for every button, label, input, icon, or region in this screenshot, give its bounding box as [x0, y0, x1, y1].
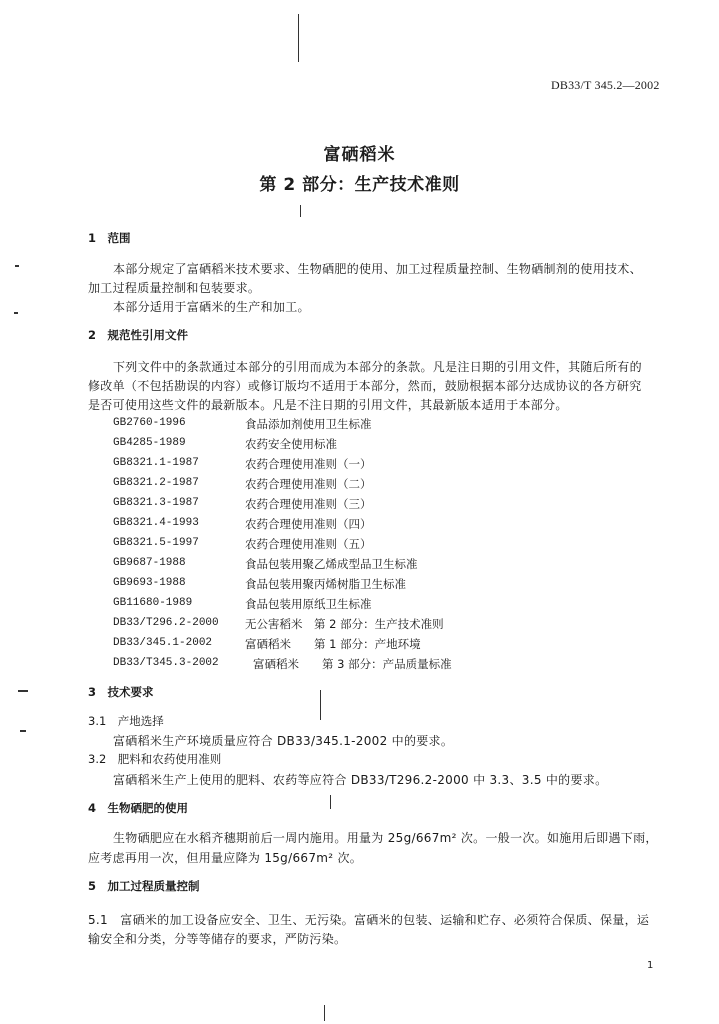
paragraph-line: 下列文件中的条款通过本部分的引用而成为本部分的条款。凡是注日期的引用文件，其随后所有的: [113, 360, 642, 374]
reference-title: 食品添加剂使用卫生标准: [245, 417, 372, 431]
paragraph-line: 本部分适用于富硒米的生产和加工。: [113, 300, 310, 314]
reference-code: GB9687-1988: [113, 557, 186, 569]
scan-mark: [330, 795, 331, 809]
section-heading: 3 技术要求: [88, 685, 154, 699]
reference-code: GB8321.3-1987: [113, 497, 199, 509]
reference-code: GB4285-1989: [113, 437, 186, 449]
scan-mark: [324, 1005, 325, 1021]
document-title: 富硒稻米: [323, 145, 396, 165]
reference-title: 农药合理使用准则（一）: [245, 457, 372, 471]
section-heading: 2 规范性引用文件: [88, 328, 189, 342]
reference-title: 富硒稻米 第 3 部分：产品质量标准: [253, 657, 452, 671]
subsection-heading: 3.2 肥料和农药使用准则: [88, 752, 222, 766]
scan-mark: [298, 14, 299, 62]
scan-mark: [14, 312, 18, 314]
reference-code: GB8321.2-1987: [113, 477, 199, 489]
section-heading: 4 生物硒肥的使用: [88, 801, 189, 815]
reference-title: 农药安全使用标准: [245, 437, 337, 451]
paragraph-line: 富硒稻米生产环境质量应符合 DB33/345.1-2002 中的要求。: [113, 734, 454, 748]
scan-mark: [18, 690, 28, 692]
reference-title: 农药合理使用准则（三）: [245, 497, 372, 511]
reference-title: 农药合理使用准则（四）: [245, 517, 372, 531]
reference-title: 无公害稻米 第 2 部分：生产技术准则: [245, 617, 444, 631]
section-heading: 1 范围: [88, 231, 131, 245]
scan-mark: [15, 265, 19, 267]
reference-code: DB33/345.1-2002: [113, 637, 213, 649]
scan-mark: [20, 730, 26, 732]
reference-code: DB33/T345.3-2002: [113, 657, 219, 669]
reference-code: GB8321.1-1987: [113, 457, 199, 469]
reference-title: 农药合理使用准则（五）: [245, 537, 372, 551]
reference-code: GB9693-1988: [113, 577, 186, 589]
reference-title: 食品包装用聚乙烯成型品卫生标准: [245, 557, 418, 571]
reference-title: 食品包装用原纸卫生标准: [245, 597, 372, 611]
document-subtitle: 第 2 部分：生产技术准则: [259, 175, 460, 195]
paragraph-line: 5.1 富硒米的加工设备应安全、卫生、无污染。富硒米的包装、运输和贮存、必须符合保质、保量，运: [88, 913, 650, 927]
reference-code: GB8321.4-1993: [113, 517, 199, 529]
section-heading: 5 加工过程质量控制: [88, 879, 200, 893]
scan-mark: [300, 205, 301, 217]
reference-code: GB8321.5-1997: [113, 537, 199, 549]
paragraph-line: 生物硒肥应在水稻齐穗期前后一周内施用。用量为 25g/667m² 次。一般一次。如施用后即遇下雨，: [113, 831, 658, 845]
paragraph-line: 修改单（不包括勘误的内容）或修订版均不适用于本部分，然而，鼓励根据本部分达成协议的各方研究: [88, 379, 642, 393]
paragraph-line: 是否可使用这些文件的最新版本。凡是不注日期的引用文件，其最新版本适用于本部分。: [88, 398, 568, 412]
scan-mark: [320, 690, 321, 720]
paragraph-line: 加工过程质量控制和包装要求。: [88, 281, 261, 295]
reference-code: GB2760-1996: [113, 417, 186, 429]
reference-title: 农药合理使用准则（二）: [245, 477, 372, 491]
paragraph-line: 应考虑再用一次，但用量应降为 15g/667m² 次。: [88, 851, 363, 865]
subsection-heading: 3.1 产地选择: [88, 714, 164, 728]
reference-code: DB33/T296.2-2000: [113, 617, 219, 629]
reference-title: 食品包装用聚丙烯树脂卫生标准: [245, 577, 406, 591]
reference-code: GB11680-1989: [113, 597, 193, 609]
paragraph-line: 本部分规定了富硒稻米技术要求、生物硒肥的使用、加工过程质量控制、生物硒制剂的使用技术、: [113, 262, 642, 276]
page-number: 1: [647, 960, 654, 971]
document-number: DB33/T 345.2—2002: [551, 78, 660, 92]
paragraph-line: 输安全和分类，分等等储存的要求，严防污染。: [88, 932, 347, 946]
reference-title: 富硒稻米 第 1 部分：产地环境: [245, 637, 421, 651]
paragraph-line: 富硒稻米生产上使用的肥料、农药等应符合 DB33/T296.2-2000 中 3.3、3.5 中的要求。: [113, 773, 608, 787]
